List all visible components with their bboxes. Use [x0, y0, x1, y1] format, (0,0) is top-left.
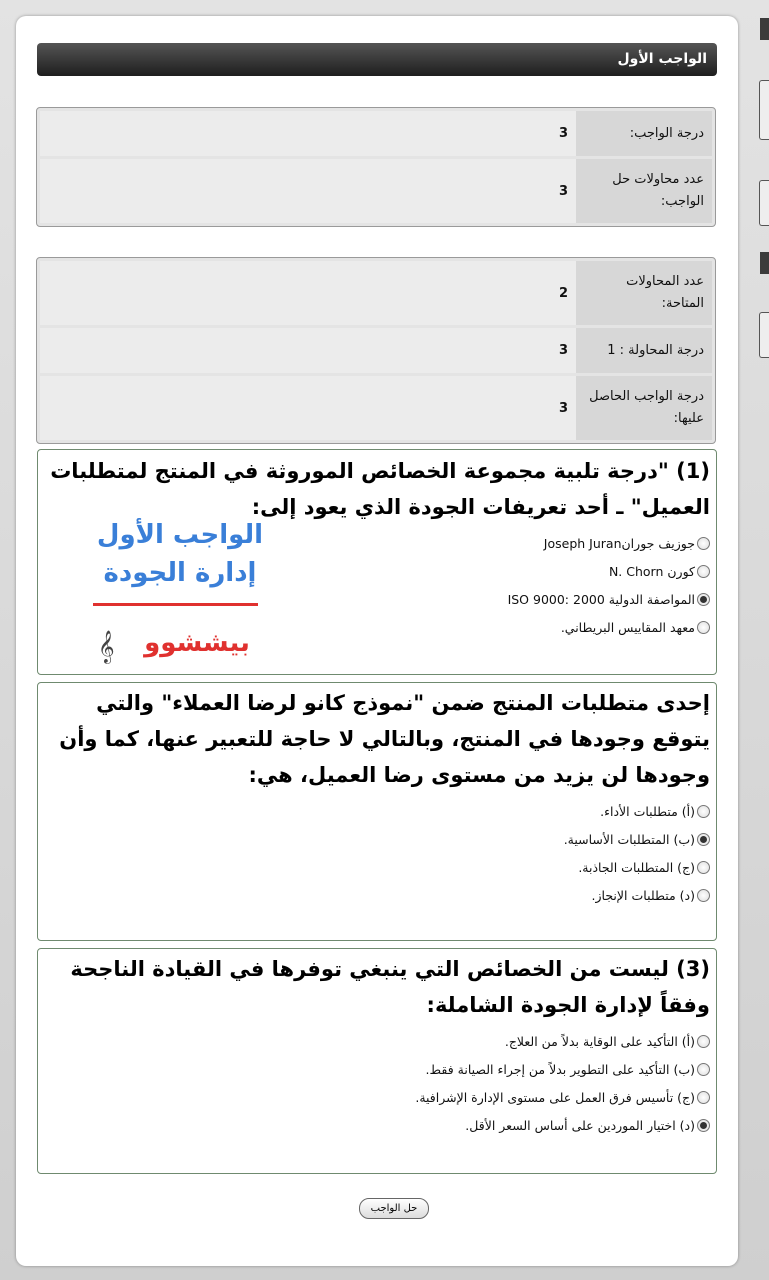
radio-button[interactable] — [697, 833, 710, 846]
option-label: كورن N. Chorn — [608, 563, 695, 579]
attempt-info-table — [36, 257, 716, 444]
radio-button[interactable] — [697, 861, 710, 874]
info-row — [40, 328, 712, 373]
info-label: درجة المحاولة : 1 — [576, 328, 712, 373]
answer-option[interactable] — [38, 1083, 710, 1111]
answer-option[interactable] — [38, 1055, 710, 1083]
info-label: درجة الواجب الحاصل عليها: — [576, 376, 712, 440]
answer-option[interactable] — [38, 797, 710, 825]
option-label: (ب) المتطلبات الأساسية. — [563, 831, 695, 847]
adjacent-panel-box — [759, 312, 769, 358]
watermark-line-1: الواجب الأول — [96, 520, 264, 550]
option-label: (د) متطلبات الإنجاز. — [591, 887, 695, 903]
submit-homework-button[interactable]: حل الواجب — [359, 1198, 429, 1219]
info-row — [40, 111, 712, 156]
answer-option[interactable] — [38, 1111, 710, 1139]
homework-info-table — [36, 107, 716, 227]
radio-button[interactable] — [697, 593, 710, 606]
option-label: معهد المقاييس البريطاني. — [560, 619, 695, 635]
info-label: درجة الواجب: — [576, 111, 712, 156]
radio-button[interactable] — [697, 1035, 710, 1048]
radio-button[interactable] — [697, 805, 710, 818]
option-label: (د) اختيار الموردين على أساس السعر الأقل. — [465, 1117, 695, 1133]
answer-options — [38, 797, 716, 909]
radio-button[interactable] — [697, 565, 710, 578]
answer-option[interactable] — [38, 585, 710, 613]
info-value: 3 — [40, 159, 576, 223]
option-label: (أ) التأكيد على الوقاية بدلاً من العلاج. — [504, 1033, 695, 1049]
info-value: 2 — [40, 261, 576, 325]
adjacent-panel-box — [759, 80, 769, 140]
question-text: (3) ليست من الخصائص التي ينبغي توفرها في القيادة الناجحة وفقاً لإدارة الجودة الشاملة: — [70, 957, 710, 1017]
info-label: عدد محاولات حل الواجب: — [576, 159, 712, 223]
radio-button[interactable] — [697, 1091, 710, 1104]
option-label: (أ) متطلبات الأداء. — [600, 803, 695, 819]
adjacent-panel-header — [760, 18, 769, 40]
music-note-icon: 𝄞 — [98, 630, 115, 663]
watermark-line-2: إدارة الجودة — [103, 558, 257, 588]
answer-option[interactable] — [38, 825, 710, 853]
radio-button[interactable] — [697, 621, 710, 634]
answer-option[interactable] — [38, 881, 710, 909]
info-row — [40, 376, 712, 440]
question-text: إحدى متطلبات المنتج ضمن "نموذج كانو لرضا العملاء" والتي يتوقع وجودها في المنتج، وبالتالي لا حاجة للتعبير عنها، كما وأن وجودها لن يزيد من مستوى رضا العميل، هي: — [59, 691, 710, 787]
page-title: الواجب الأول — [37, 43, 717, 76]
info-row — [40, 159, 712, 223]
answer-option[interactable] — [38, 1027, 710, 1055]
option-label: (ج) المتطلبات الجاذبة. — [578, 859, 695, 875]
info-row — [40, 261, 712, 325]
adjacent-panel-header — [760, 252, 769, 274]
option-label: المواصفة الدولية ISO 9000: 2000 — [507, 591, 695, 607]
question-text: (1) "درجة تلبية مجموعة الخصائص الموروثة في المنتج لمتطلبات العميل" ـ أحد تعريفات الجودة الذي يعود إلى: — [50, 459, 710, 519]
option-label: (ج) تأسيس فرق العمل على مستوى الإدارة الإشرافية. — [415, 1089, 695, 1105]
option-label: جوزيف جورانJoseph Juran — [543, 535, 695, 551]
watermark-underline — [93, 603, 258, 606]
question-3 — [37, 948, 717, 1174]
info-value: 3 — [40, 328, 576, 373]
info-value: 3 — [40, 111, 576, 156]
info-value: 3 — [40, 376, 576, 440]
adjacent-panel-edge — [759, 0, 769, 1280]
radio-button[interactable] — [697, 537, 710, 550]
info-label: عدد المحاولات المتاحة: — [576, 261, 712, 325]
radio-button[interactable] — [697, 1119, 710, 1132]
adjacent-panel-box — [759, 180, 769, 226]
watermark-line-3: بيششوو — [144, 628, 250, 658]
option-label: (ب) التأكيد على التطوير بدلاً من إجراء الصيانة فقط. — [425, 1061, 695, 1077]
radio-button[interactable] — [697, 889, 710, 902]
answer-option[interactable] — [38, 853, 710, 881]
question-2 — [37, 682, 717, 941]
answer-options — [38, 1027, 716, 1139]
radio-button[interactable] — [697, 1063, 710, 1076]
